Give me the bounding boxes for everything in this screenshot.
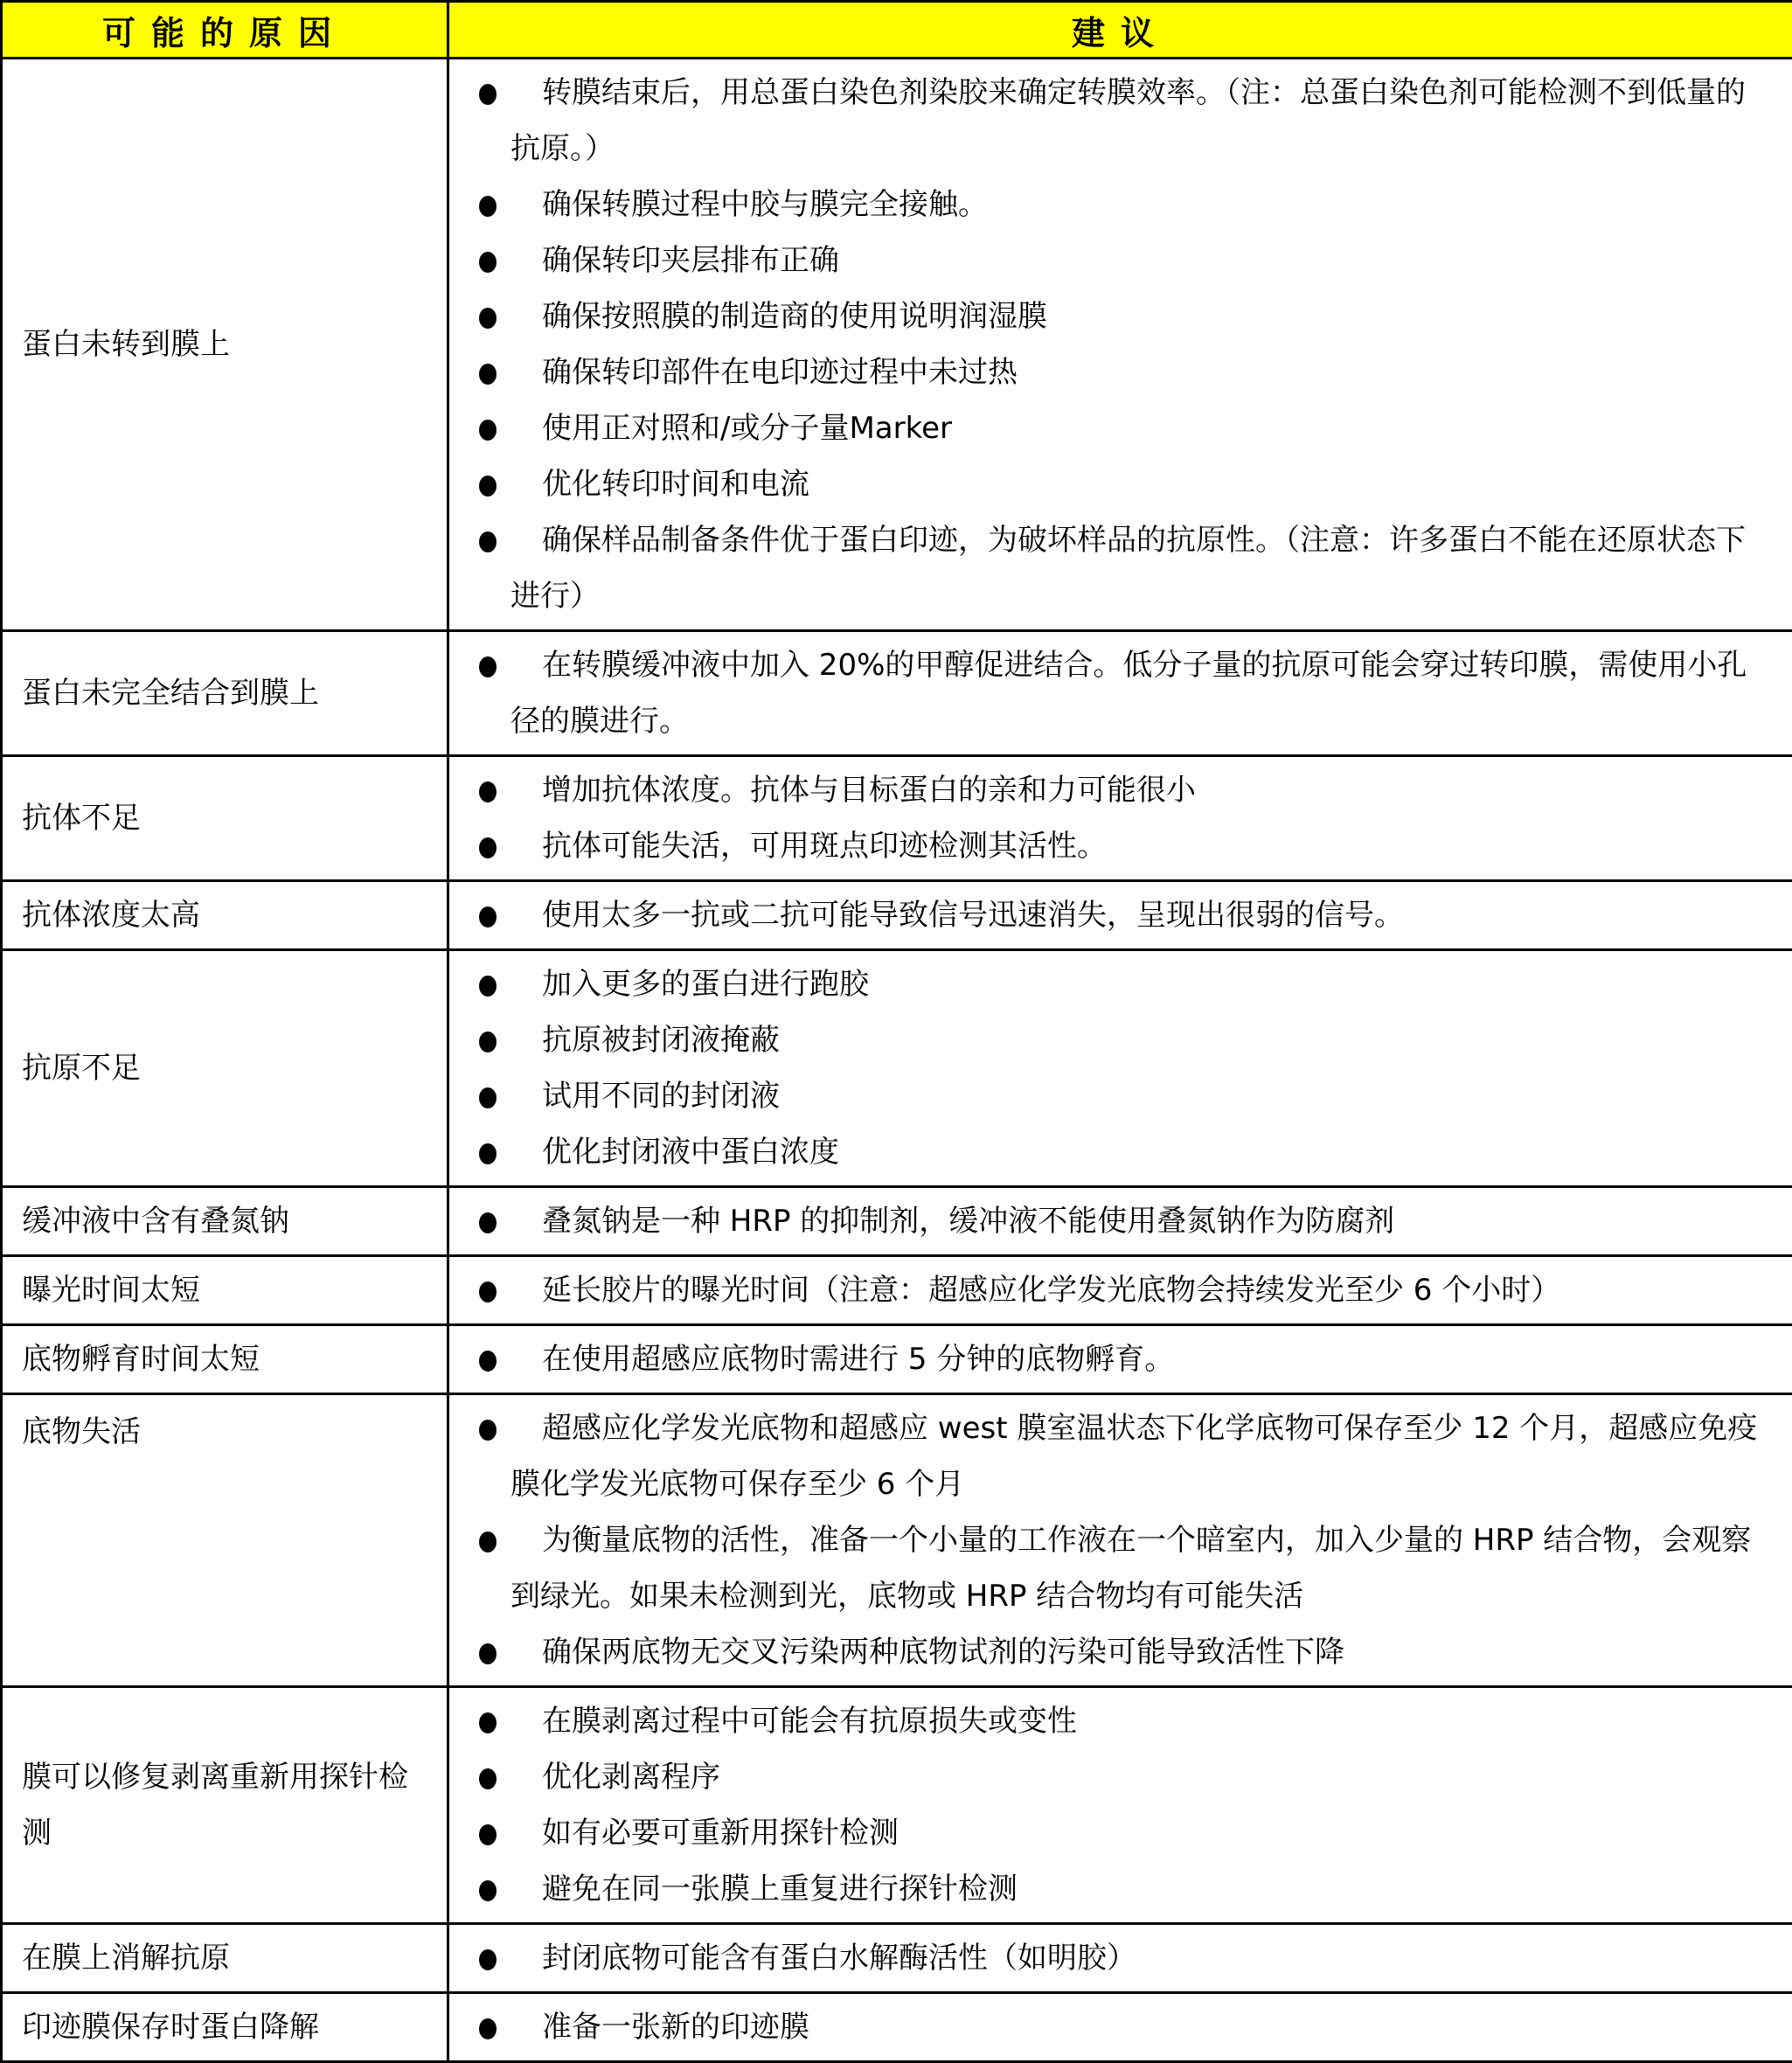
suggestion-cell [448,1187,1792,1256]
table-row [2,59,1792,631]
bullet-icon [479,2018,497,2039]
table-row [2,1325,1792,1394]
bullet-icon [479,781,497,802]
suggestion-cell [448,1256,1792,1325]
bullet-icon [479,1032,497,1052]
suggestion-text: 在使用超感应底物时需进行 5 分钟的底物孵育。 [542,1342,1174,1377]
suggestion-text: 抗体可能失活，可用斑点印迹检测其活性。 [542,829,1107,864]
cause-cell: 印迹膜保存时蛋白降解 [2,1993,448,2062]
suggestion-item [467,1749,1771,1805]
suggestion-text: 封闭底物可能含有蛋白水解酶活性（如明胶） [542,1941,1136,1976]
suggestion-cell [448,1325,1792,1394]
suggestion-text: 确保转膜过程中胶与膜完全接触。 [542,187,988,222]
bullet-icon [479,308,497,329]
suggestion-text: 抗原被封闭液掩蔽 [542,1023,780,1058]
bullet-icon [479,1643,497,1664]
suggestion-item [467,762,1771,818]
suggestion-item [467,1999,1771,2055]
suggestion-item [467,637,1771,749]
cause-cell: 膜可以修复剥离重新用探针检测 [2,1687,448,1924]
suggestion-item [467,887,1771,943]
suggestion-item [467,956,1771,1012]
bullet-icon [479,1282,497,1302]
bullet-icon [479,1143,497,1164]
suggestion-item [467,1693,1771,1749]
suggestion-item [467,1068,1771,1124]
suggestion-item [467,1930,1771,1986]
header-suggestion: 建议 [448,2,1792,59]
bullet-icon [479,1949,497,1970]
suggestion-item [467,818,1771,874]
suggestion-item [467,1805,1771,1861]
cause-cell: 蛋白未转到膜上 [2,59,448,631]
suggestion-cell [448,1924,1792,1993]
suggestion-text: 使用太多一抗或二抗可能导致信号迅速消失，呈现出很弱的信号。 [542,898,1404,933]
suggestion-item [467,177,1771,233]
suggestion-item [467,512,1771,624]
cause-cell: 抗体不足 [2,756,448,881]
bullet-icon [479,1351,497,1372]
suggestion-item [467,1331,1771,1387]
bullet-icon [479,196,497,217]
suggestion-text: 超感应化学发光底物和超感应 west 膜室温状态下化学底物可保存至少 12 个月，超感应免疫膜化学发光底物可保存至少 6 个月 [511,1411,1757,1502]
suggestion-cell [448,59,1792,631]
suggestion-item [467,1400,1771,1512]
table-row [2,631,1792,756]
suggestion-text: 如有必要可重新用探针检测 [542,1816,899,1851]
cause-cell: 底物孵育时间太短 [2,1325,448,1394]
suggestion-text: 确保按照膜的制造商的使用说明润湿膜 [542,299,1047,334]
bullet-icon [479,1087,497,1108]
bullet-icon [479,364,497,385]
bullet-icon [479,1420,497,1441]
bullet-icon [479,531,497,552]
table-row [2,1687,1792,1924]
bullet-icon [479,252,497,273]
table-row [2,756,1792,881]
bullet-icon [479,1532,497,1552]
suggestion-text: 在转膜缓冲液中加入 20%的甲醇促进结合。低分子量的抗原可能会穿过转印膜，需使用小孔径的膜进行。 [511,648,1747,739]
table-row [2,1924,1792,1993]
suggestion-text: 确保两底物无交叉污染两种底物试剂的污染可能导致活性下降 [542,1635,1344,1670]
suggestion-text: 优化封闭液中蛋白浓度 [542,1135,839,1170]
suggestion-item [467,1012,1771,1068]
cause-cell: 底物失活 [2,1394,448,1687]
suggestion-text: 确保样品制备条件优于蛋白印迹，为破坏样品的抗原性。（注意：许多蛋白不能在还原状态下进行） [511,523,1746,614]
bullet-icon [479,1768,497,1789]
header-row [2,2,1792,59]
suggestion-text: 优化剥离程序 [542,1760,720,1795]
suggestion-cell [448,1394,1792,1687]
cause-cell: 曝光时间太短 [2,1256,448,1325]
table-row [2,950,1792,1187]
suggestion-text: 准备一张新的印迹膜 [542,2010,809,2045]
bullet-icon [479,1880,497,1901]
suggestion-text: 为衡量底物的活性，准备一个小量的工作液在一个暗室内，加入少量的 HRP 结合物，会观察到绿光。如果未检测到光，底物或 HRP 结合物均有可能失活 [511,1523,1751,1614]
bullet-icon [479,656,497,677]
cause-cell: 蛋白未完全结合到膜上 [2,631,448,756]
suggestion-item [467,1124,1771,1180]
suggestion-item [467,456,1771,512]
suggestion-cell [448,756,1792,881]
suggestion-text: 避免在同一张膜上重复进行探针检测 [542,1872,1018,1907]
bullet-icon [479,837,497,858]
table-row [2,1187,1792,1256]
cause-cell: 在膜上消解抗原 [2,1924,448,1993]
suggestion-text: 使用正对照和/或分子量Marker [542,411,952,446]
table-row [2,881,1792,950]
bullet-icon [479,976,497,997]
cause-cell: 缓冲液中含有叠氮钠 [2,1187,448,1256]
table-row [2,1256,1792,1325]
suggestion-cell [448,1993,1792,2062]
suggestion-item [467,1861,1771,1917]
suggestion-item [467,344,1771,400]
suggestion-cell [448,1687,1792,1924]
bullet-icon [479,1212,497,1233]
suggestion-item [467,1262,1771,1318]
suggestion-text: 加入更多的蛋白进行跑胶 [542,967,869,1002]
suggestion-text: 确保转印夹层排布正确 [542,243,839,278]
suggestion-cell [448,950,1792,1187]
suggestion-text: 在膜剥离过程中可能会有抗原损失或变性 [542,1704,1077,1739]
suggestion-text: 转膜结束后，用总蛋白染色剂染胶来确定转膜效率。（注：总蛋白染色剂可能检测不到低量的抗原。） [511,75,1746,166]
cause-cell: 抗原不足 [2,950,448,1187]
suggestion-text: 确保转印部件在电印迹过程中未过热 [542,355,1018,390]
table-row [2,1394,1792,1687]
suggestion-item [467,65,1771,177]
suggestion-item [467,1624,1771,1680]
bullet-icon [479,1824,497,1845]
suggestion-text: 延长胶片的曝光时间（注意：超感应化学发光底物会持续发光至少 6 个小时） [542,1273,1560,1308]
table-row [2,1993,1792,2062]
suggestion-text: 试用不同的封闭液 [542,1079,780,1114]
bullet-icon [479,1712,497,1733]
cause-cell: 抗体浓度太高 [2,881,448,950]
suggestion-text: 增加抗体浓度。抗体与目标蛋白的亲和力可能很小 [542,773,1196,808]
bullet-icon [479,476,497,497]
suggestion-item [467,288,1771,344]
suggestion-cell [448,631,1792,756]
suggestion-item [467,1512,1771,1624]
suggestion-item [467,1193,1771,1249]
bullet-icon [479,906,497,927]
bullet-icon [479,420,497,441]
header-cause: 可能的原因 [2,2,448,59]
suggestion-text: 叠氮钠是一种 HRP 的抑制剂，缓冲液不能使用叠氮钠作为防腐剂 [542,1204,1394,1239]
suggestion-cell [448,881,1792,950]
suggestion-text: 优化转印时间和电流 [542,467,809,502]
suggestion-item [467,400,1771,456]
suggestion-item [467,233,1771,288]
bullet-icon [479,84,497,105]
